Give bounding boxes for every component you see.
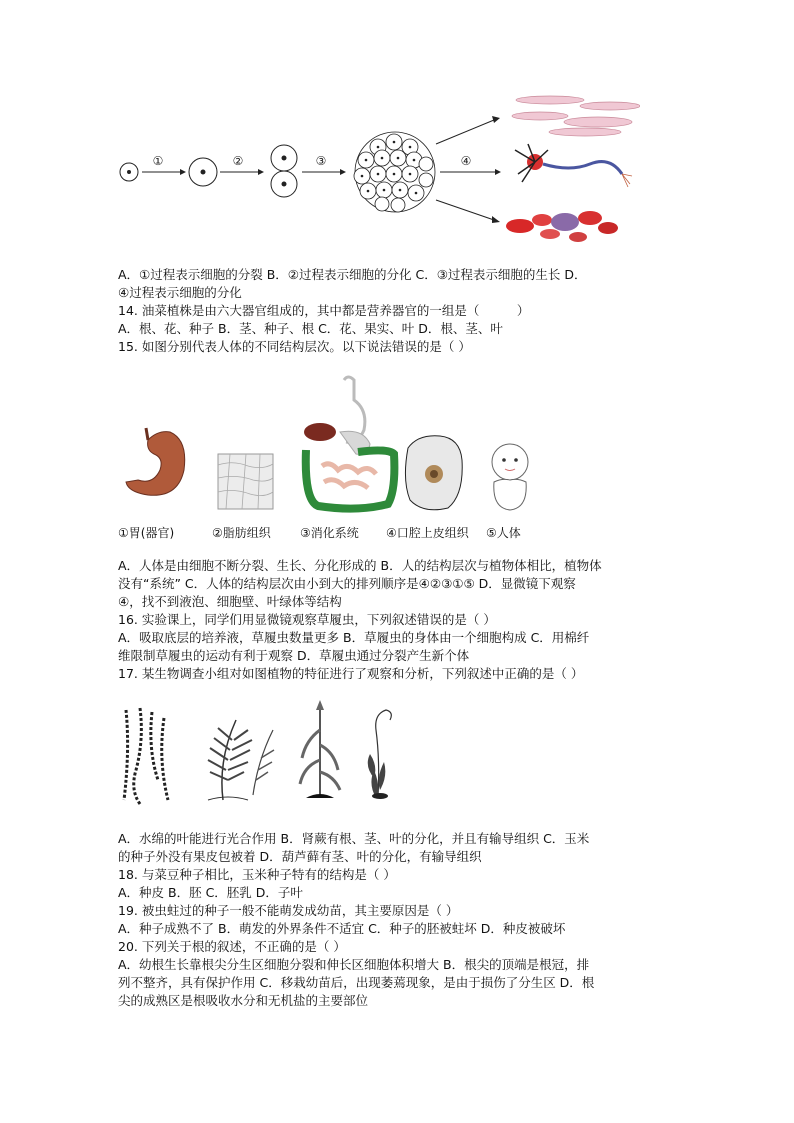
q15-stem: 15. 如图分别代表人体的不同结构层次。以下说法错误的是（ ）	[118, 339, 471, 354]
q19-options: A．种子成熟不了 B．萌发的外界条件不适宜 C．种子的胚被蛀坏 D．种皮被破坏	[118, 921, 566, 936]
stomach-icon	[126, 428, 185, 495]
caption-human-body: ⑤人体	[486, 526, 521, 540]
q16-options-line2: 维限制草履虫的运动有利于观察 D．草履虫通过分裂产生新个体	[118, 648, 470, 663]
spirogyra-icon	[124, 708, 168, 804]
cell-cluster	[354, 132, 435, 212]
muscle-cells	[512, 96, 640, 136]
epithelial-cell-icon	[405, 436, 462, 510]
blood-cells	[506, 211, 618, 242]
caption-stomach: ①胃(器官)	[118, 526, 175, 540]
q20-options-line2: 列不整齐，具有保护作用 C．移栽幼苗后，出现萎蔫现象，是由于损伤了分生区 D．根	[118, 975, 595, 990]
step-1-label: ①	[152, 154, 164, 168]
q13-options-line1: A．①过程表示细胞的分裂 B．②过程表示细胞的分化 C．③过程表示细胞的生长 D．	[118, 267, 587, 282]
digestive-system-icon	[304, 377, 394, 509]
q15-options-line2: 没有“系统” C．人体的结构层次由小到大的排列顺序是④②③①⑤ D．显微镜下观察	[118, 576, 576, 591]
caption-fat-tissue: ②脂肪组织	[212, 526, 271, 540]
moss-icon	[368, 710, 392, 799]
q15-options-line3: ④，找不到液泡、细胞壁、叶绿体等结构	[118, 594, 342, 609]
q13-options-line2: ④过程表示细胞的分化	[118, 285, 242, 300]
q19-stem: 19. 被虫蛀过的种子一般不能萌发成幼苗，其主要原因是（ ）	[118, 903, 459, 918]
q17-options-line2: 的种子外没有果皮包被着 D．葫芦藓有茎、叶的分化，有输导组织	[118, 849, 482, 864]
cell-process-figure	[110, 92, 640, 252]
human-levels-figure	[118, 370, 548, 520]
neuron-cell	[515, 144, 632, 187]
fern-icon	[208, 720, 274, 800]
q18-stem: 18. 与菜豆种子相比，玉米种子特有的结构是（ ）	[118, 867, 396, 882]
fat-tissue-icon	[218, 454, 273, 509]
q16-stem: 16. 实验课上，同学们用显微镜观察草履虫，下列叙述错误的是（ ）	[118, 612, 496, 627]
q20-options-line1: A．幼根生长靠根尖分生区细胞分裂和伸长区细胞体积增大 B．根尖的顶端是根冠，排	[118, 957, 590, 972]
q18-options: A．种皮 B．胚 C．胚乳 D．子叶	[118, 885, 303, 900]
q20-stem: 20. 下列关于根的叙述，不正确的是（ ）	[118, 939, 346, 954]
step-4-label: ④	[460, 154, 472, 168]
q17-options-line1: A．水绵的叶能进行光合作用 B．肾蕨有根、茎、叶的分化，并且有输导组织 C．玉米	[118, 831, 590, 846]
q16-options-line1: A．吸取底层的培养液，草履虫数量更多 B．草履虫的身体由一个细胞构成 C．用棉纤	[118, 630, 590, 645]
human-icon	[492, 444, 528, 510]
caption-epithelial-tissue: ④口腔上皮组织	[386, 526, 469, 540]
q14-options: A．根、花、种子 B．茎、种子、根 C．花、果实、叶 D．根、茎、叶	[118, 321, 503, 336]
step-3-label: ③	[315, 154, 327, 168]
step-2-label: ②	[232, 154, 244, 168]
corn-icon	[300, 700, 340, 798]
q15-options-line1: A．人体是由细胞不断分裂、生长、分化形成的 B．人的结构层次与植物体相比，植物体	[118, 558, 602, 573]
q20-options-line3: 尖的成熟区是根吸收水分和无机盐的主要部位	[118, 993, 369, 1008]
plants-figure	[118, 700, 418, 810]
q17-stem: 17. 某生物调查小组对如图植物的特征进行了观察和分析，下列叙述中正确的是（ ）	[118, 666, 584, 681]
q14-stem: 14. 油菜植株是由六大器官组成的，其中都是营养器官的一组是（ ）	[118, 303, 530, 318]
caption-digestive-system: ③消化系统	[300, 526, 359, 540]
